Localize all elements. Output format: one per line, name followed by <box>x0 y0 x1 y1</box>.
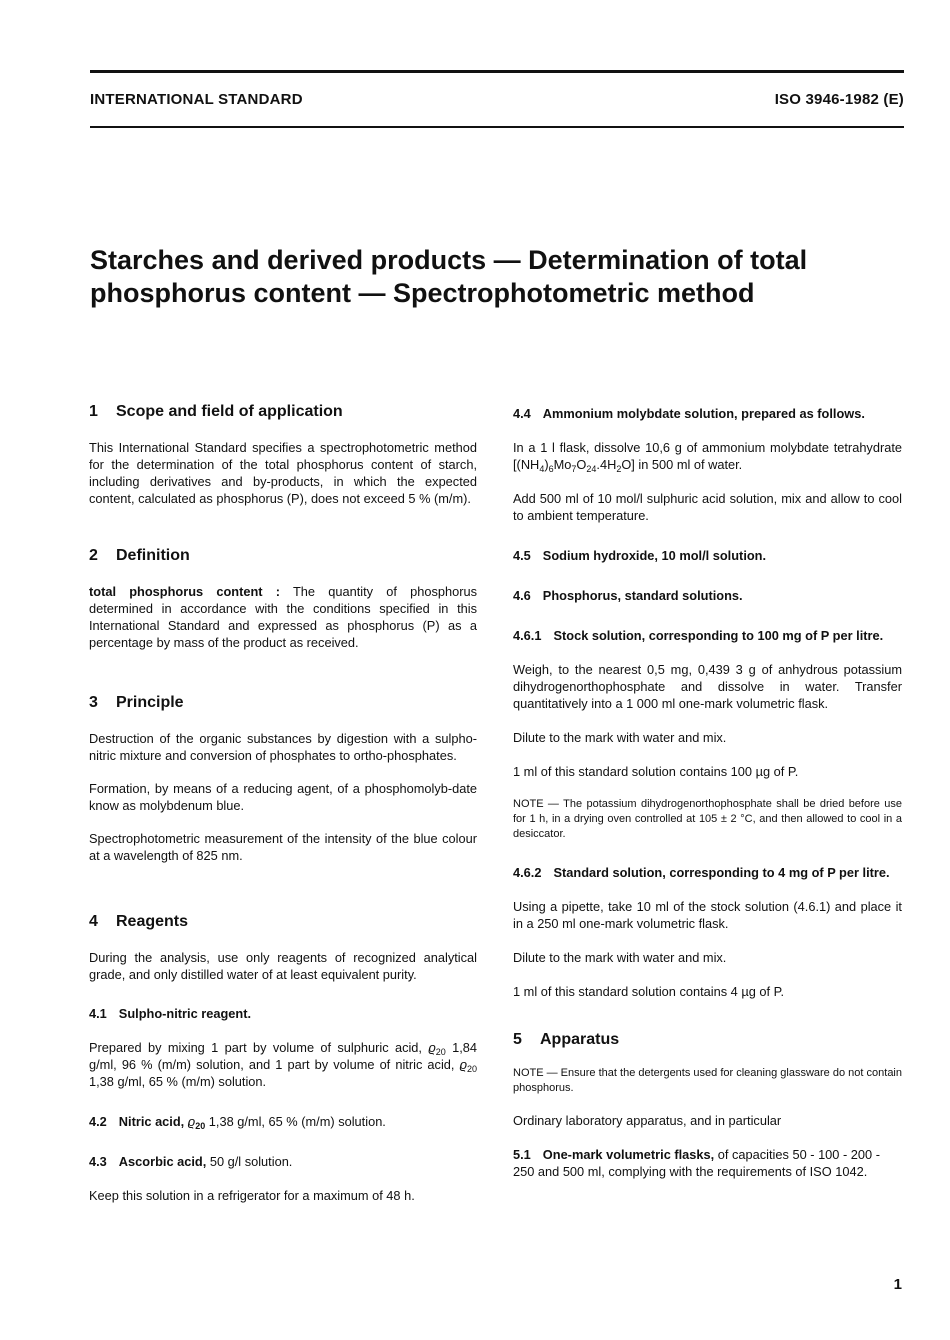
subsection-label: Ammonium molybdate solution, <box>542 406 738 421</box>
subsection-4-4-paragraph-2: Add 500 ml of 10 mol/l sulphuric acid solution, mix and allow to cool to ambient temperature. <box>513 491 902 523</box>
subscript: 4 <box>539 464 545 474</box>
subscript: 20 <box>435 1047 446 1057</box>
title-line-2: phosphorus content — Spectrophotometric method <box>90 278 755 308</box>
subscript: 7 <box>571 464 577 474</box>
subsection-description: 1,38 g/ml, 65 % (m/m) solution. <box>205 1114 386 1129</box>
subsection-number: 4.5 <box>513 548 531 563</box>
text-run: 1,84 g/ml, 96 % (m/m) solution, and 1 part by volume of nitric acid, <box>89 1040 478 1072</box>
subsection-number: 4.2 <box>89 1114 107 1129</box>
subsection-description: of capacities 50 - 100 - 200 - 250 and 500 ml, complying with the requirements of ISO 1042. <box>513 1147 880 1179</box>
subscript: 2 <box>616 464 622 474</box>
subsection-label: Standard solution, <box>553 865 666 880</box>
section-title: Principle <box>116 694 184 711</box>
subsection-label: Sodium hydroxide, <box>542 548 658 563</box>
density-symbol: ϱ <box>459 1057 467 1072</box>
header-document-type: INTERNATIONAL STANDARD <box>90 91 303 108</box>
header-standard-number: ISO 3946-1982 (E) <box>774 91 904 108</box>
section-3-paragraph-2: Formation, by means of a reducing agent, of a phosphomolyb-date know as molybdenum blue. <box>89 781 477 813</box>
section-3-paragraph-1: Destruction of the organic substances by digestion with a sulpho-nitric mixture and conversion of phosphates to ortho-phosphates. <box>89 731 477 763</box>
section-title: Reagents <box>116 913 189 930</box>
subsection-description: standard solutions. <box>621 588 743 603</box>
section-number: 2 <box>89 547 98 564</box>
subsection-label: Stock solution, <box>553 628 646 643</box>
subsection-4-4-heading <box>513 405 902 422</box>
subsection-4-6-1-paragraph-2: Dilute to the mark with water and mix. <box>513 730 727 745</box>
text-run: .4H <box>596 457 617 472</box>
subsection-4-5-heading <box>513 547 902 564</box>
header-top-rule <box>90 70 904 73</box>
subsection-description: 50 g/l solution. <box>206 1154 293 1169</box>
section-4-heading <box>89 912 477 932</box>
subsection-4-4-paragraph-1 <box>513 439 902 473</box>
subsection-description: 10 mol/l solution. <box>657 548 767 563</box>
section-2-heading <box>89 546 477 566</box>
subsection-4-6-2-paragraph-3: 1 ml of this standard solution contains 4 µg of P. <box>513 984 785 999</box>
subscript: 20 <box>466 1064 477 1074</box>
definition-text: The quantity of phosphorus determined in accordance with the conditions specified in this International Standard and expressed as phosphorus (P) as a percentage by mass of the product as received. <box>89 584 477 650</box>
subsection-4-3-body: Keep this solution in a refrigerator for a maximum of 48 h. <box>89 1188 415 1203</box>
section-1-body: This International Standard specifies a spectrophotometric method for the determination of the total phosphorus content of starch, including derivatives and by-products, in which the expected content, calculated as phosphorus (P), does not exceed 5 % (m/m). <box>89 440 477 506</box>
section-5-intro: Ordinary laboratory apparatus, and in particular <box>513 1113 782 1128</box>
text-run: Mo <box>553 457 572 472</box>
section-3-heading <box>89 693 477 713</box>
section-5-heading <box>513 1030 902 1050</box>
title-line-1: Starches and derived products — Determination of total <box>90 245 808 275</box>
subsection-4-2-heading <box>89 1113 477 1130</box>
section-number: 1 <box>89 403 98 420</box>
text-run: 1,38 g/ml, 65 % (m/m) solution. <box>89 1074 267 1089</box>
section-5-note: NOTE — Ensure that the detergents used for cleaning glassware do not contain phosphorus. <box>513 1067 902 1094</box>
section-1-heading <box>89 402 477 422</box>
subscript: 20 <box>195 1121 206 1131</box>
subsection-number: 5.1 <box>513 1147 531 1162</box>
text-run: In a 1 l flask, dissolve 10,6 g of ammonium molybdate tetrahydrate [(NH <box>513 440 902 472</box>
section-title: Apparatus <box>540 1031 620 1048</box>
subsection-4-6-1-heading <box>513 627 902 644</box>
section-3-paragraph-3: Spectrophotometric measurement of the intensity of the blue colour at a wavelength of 825 nm. <box>89 831 477 863</box>
subsection-number: 4.1 <box>89 1006 107 1021</box>
subscript: 24 <box>586 464 597 474</box>
subsection-label: One-mark volumetric flasks, <box>542 1147 715 1162</box>
text-run: O] in 500 ml of water. <box>621 457 743 472</box>
section-title: Definition <box>116 547 190 564</box>
subsection-label: Sulpho-nitric reagent. <box>118 1006 252 1021</box>
subsection-label: Ascorbic acid, <box>118 1154 207 1169</box>
section-number: 5 <box>513 1031 522 1048</box>
subscript: 6 <box>548 464 554 474</box>
defined-term: total phosphorus content : <box>89 584 281 599</box>
subsection-4-6-1-paragraph-1: Weigh, to the nearest 0,5 mg, 0,439 3 g of anhydrous potassium dihydrogenorthophosphate and dissolve in water. Transfer quantitatively into a 1 000 ml one-mark volumetric flask. <box>513 662 902 711</box>
subsection-label: Phosphorus, <box>542 588 622 603</box>
subsection-description: corresponding to 100 mg of P per litre. <box>645 628 884 643</box>
subsection-4-6-heading <box>513 587 902 604</box>
page-number: 1 <box>893 1276 902 1293</box>
header-bottom-rule <box>90 126 904 128</box>
subsection-4-6-1-note: NOTE — The potassium dihydrogenorthophosphate shall be dried before use for 1 h, in a drying oven controlled at 105 ± 2 °C, and then allowed to cool in a desiccator. <box>513 798 902 840</box>
subsection-number: 4.6.2 <box>513 865 542 880</box>
subsection-description: prepared as follows. <box>737 406 865 421</box>
section-4-intro: During the analysis, use only reagents of recognized analytical grade, and only distilled water of at least equivalent purity. <box>89 950 477 982</box>
subsection-4-3-heading <box>89 1153 477 1170</box>
section-title: Scope and field of application <box>116 403 343 420</box>
text-run: ) <box>544 457 549 472</box>
section-number: 3 <box>89 694 98 711</box>
subsection-description: corresponding to 4 mg of P per litre. <box>665 865 890 880</box>
subsection-5-1 <box>513 1146 902 1180</box>
subsection-4-1-body <box>89 1039 477 1090</box>
subsection-4-6-2-heading <box>513 864 902 881</box>
subsection-4-6-1-paragraph-3: 1 ml of this standard solution contains 100 µg of P. <box>513 764 799 779</box>
subsection-number: 4.3 <box>89 1154 107 1169</box>
section-number: 4 <box>89 913 98 930</box>
right-column <box>513 405 902 1180</box>
text-run: Prepared by mixing 1 part by volume of sulphuric acid, <box>89 1040 429 1055</box>
density-symbol: ϱ <box>184 1114 196 1129</box>
subsection-label: Nitric acid, <box>118 1114 185 1129</box>
text-run: O <box>576 457 587 472</box>
subsection-number: 4.6 <box>513 588 531 603</box>
subsection-4-1-heading <box>89 1005 477 1022</box>
section-2-body <box>89 583 477 651</box>
subsection-4-6-2-paragraph-1: Using a pipette, take 10 ml of the stock solution (4.6.1) and place it in a 250 ml one-mark volumetric flask. <box>513 899 902 931</box>
subsection-4-6-2-paragraph-2: Dilute to the mark with water and mix. <box>513 950 727 965</box>
left-column <box>89 402 477 1204</box>
subsection-number: 4.6.1 <box>513 628 542 643</box>
density-symbol: ϱ <box>428 1040 436 1055</box>
subsection-number: 4.4 <box>513 406 531 421</box>
document-title <box>90 244 910 310</box>
